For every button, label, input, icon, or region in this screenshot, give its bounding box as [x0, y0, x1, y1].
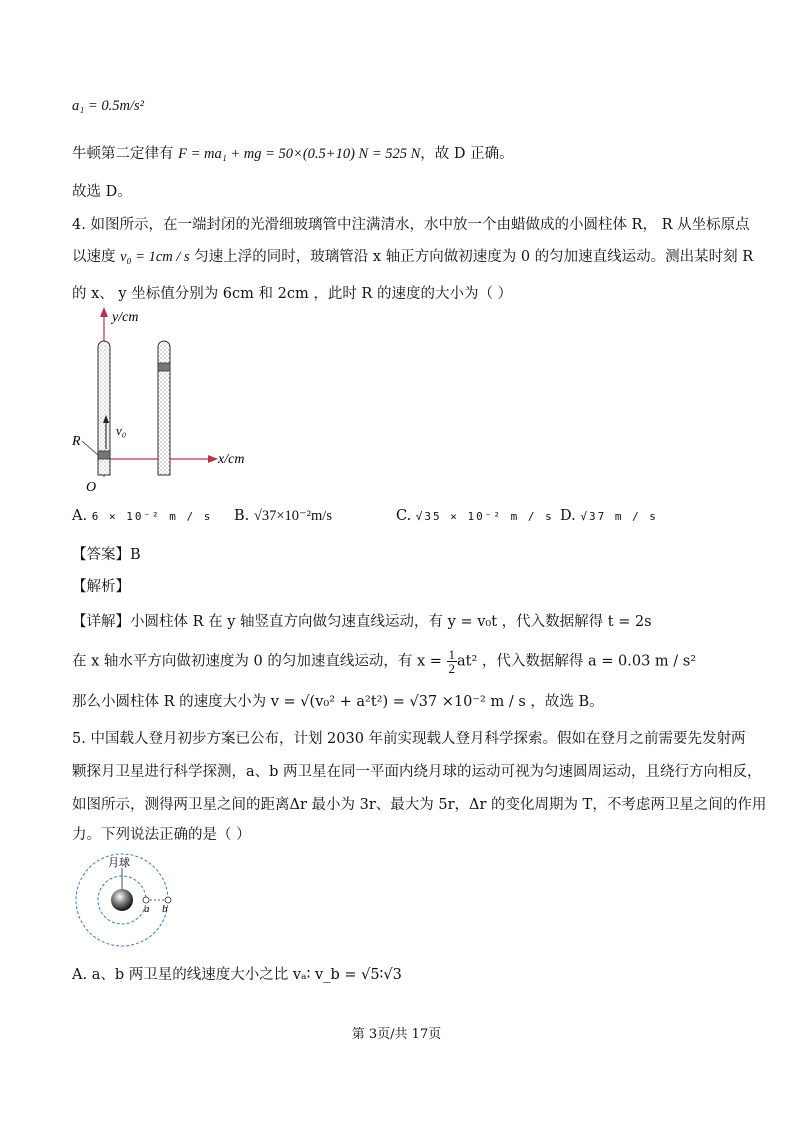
q4-stem-line3: 的 x、 y 坐标值分别为 6cm 和 2cm ，此时 R 的速度的大小为（ ） — [72, 286, 513, 302]
q4-option-a[interactable]: A. 6 × 10⁻² m / s — [72, 508, 213, 524]
q4-detail-line1: 【详解】小圆柱体 R 在 y 轴竖直方向做匀速直线运动，有 y = v₀t ，代入数据解得 t = 2s — [72, 614, 652, 630]
wax-cylinder-right — [158, 363, 170, 371]
q4-stem-line1: 4. 如图所示，在一端封闭的光滑细玻璃管中注满清水，水中放一个由蜡做成的小圆柱体 R， R 从坐标原点 — [72, 217, 750, 233]
y-axis-label: y/cm — [112, 310, 139, 325]
page-footer: 第 3页/共 17页 — [351, 1027, 442, 1042]
eq-acceleration: a₁ = 0.5m/s² — [72, 98, 144, 114]
q4-stem-line2: 以速度 v₀ = 1cm / s 匀速上浮的同时，玻璃管沿 x 轴正方向做初速度为 0 的匀加速直线运动。测出某时刻 R — [72, 249, 754, 265]
q4-options — [72, 508, 722, 528]
moon — [111, 889, 133, 911]
q4-option-b[interactable]: B. √37×10⁻²m/s — [234, 508, 332, 524]
velocity-label: v₀ — [116, 423, 127, 438]
y-axis-arrow — [100, 307, 108, 317]
q5-orbit-figure — [72, 850, 182, 950]
newton-second-law-line: 牛顿第二定律有 F = ma₁ + mg = 50×(0.5+10) N = 525 N，故 D 正确。 — [72, 146, 514, 162]
choose-d-line: 故选 D。 — [72, 184, 132, 200]
q5-stem-line2: 颗探月卫星进行科学探测，a、b 两卫星在同一平面内绕月球的运动可视为匀速圆周运动，且绕行方向相反， — [72, 764, 762, 780]
q4-tube-figure — [60, 305, 260, 495]
q5-option-a[interactable]: A. a、b 两卫星的线速度大小之比 vₐ∶ v_b = √5∶√3 — [72, 967, 402, 983]
x-axis-label: x/cm — [218, 452, 245, 467]
satellite-b-label: b — [162, 903, 168, 915]
wax-cylinder-left — [98, 451, 110, 459]
origin-label: O — [86, 480, 97, 495]
satellite-a-label: a — [144, 903, 150, 915]
q4-option-c[interactable]: C. √35 × 10⁻² m / s — [396, 508, 554, 524]
r-label: R — [72, 434, 81, 449]
q4-answer: 【答案】B — [72, 547, 141, 563]
q4-option-d[interactable]: D. √37 m / s — [560, 508, 658, 524]
q5-stem-line3: 如图所示，测得两卫星之间的距离Δr 最小为 3r、最大为 5r，Δr 的变化周期为 T，不考虑两卫星之间的作用 — [72, 797, 767, 813]
q4-detail-line2: 在 x 轴水平方向做初速度为 0 的匀加速直线运动，有 x = $\frac{1}{2}$ at² ，代入数据解得 a = 0.03 m / s² — [72, 647, 697, 676]
x-axis-arrow — [208, 455, 218, 463]
q4-analysis-heading: 【解析】 — [72, 579, 130, 595]
tube-right — [158, 341, 170, 475]
q5-stem-line1: 5. 中国载人登月初步方案已公布，计划 2030 年前实现载人登月科学探索。假如在登月之前需要先发射两 — [72, 731, 746, 747]
q5-stem-line4: 力。下列说法正确的是（ ） — [72, 827, 251, 843]
fraction-one-half: $\frac{1}{2}$ — [448, 647, 455, 676]
moon-label: 月球 — [108, 857, 130, 869]
q4-detail-line3: 那么小圆柱体 R 的速度大小为 v = √(v₀² + a²t²) = √37 ×10⁻² m / s ，故选 B。 — [72, 694, 604, 710]
